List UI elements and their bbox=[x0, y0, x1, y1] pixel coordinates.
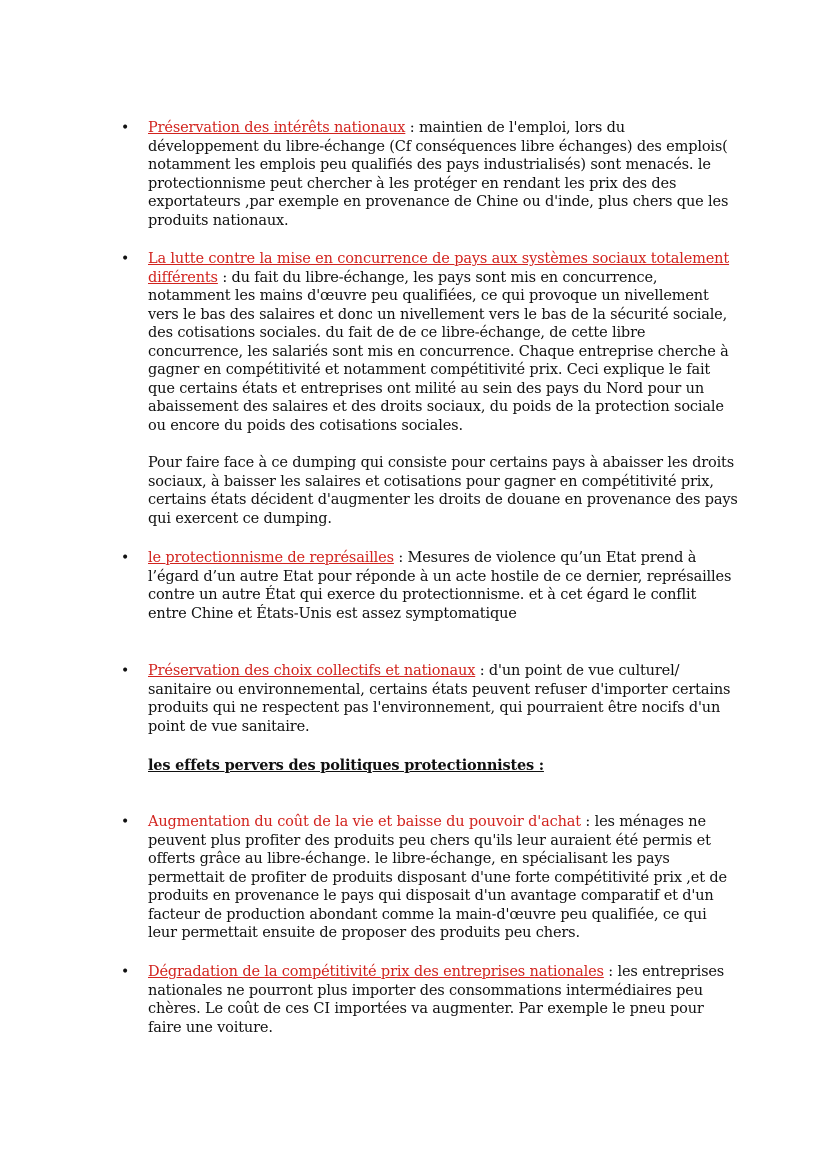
item-title: le protectionnisme de représailles bbox=[148, 550, 394, 566]
bullet: • bbox=[121, 663, 130, 679]
item-body: : maintien de l'emploi, lors du développement du libre-échange (Cf conséquences libre échanges) des emplois( notamment les emplois peu qualifiés des pays industrialisés) sont menacés. le protectionnisme peut chercher à les protéger en rendant les prix des des exportateurs ,par exemple en provenance de Chine ou d'inde, plus chers que les produits nationaux. bbox=[148, 120, 729, 229]
item-title: La lutte contre la mise en concurrence de pays aux systèmes sociaux totalement différents bbox=[148, 251, 730, 286]
list-item bbox=[121, 662, 738, 736]
item-title: Augmentation du coût de la vie et baisse du pouvoir d'achat bbox=[148, 814, 581, 830]
dumping-paragraph: Pour faire face à ce dumping qui consiste pour certains pays à abaisser les droits sociaux, à baisser les salaires et cotisations pour gagner en compétitivité prix, certains états décident d'augmenter les droits de douane en provenance des pays qui exercent ce dumping. bbox=[148, 455, 738, 527]
list-item bbox=[121, 963, 738, 1037]
item-body: : d'un point de vue culturel/ sanitaire ou environnemental, certains états peuvent refuser d'importer certains produits qui ne respectent pas l'environnement, qui pourraient être nocifs d'un point de vue sanitaire. bbox=[148, 663, 731, 735]
item-title: Préservation des choix collectifs et nationaux bbox=[148, 663, 476, 679]
list-item bbox=[121, 813, 738, 943]
bullet: • bbox=[121, 964, 130, 980]
list-item bbox=[121, 549, 738, 623]
bullet: • bbox=[121, 550, 130, 566]
item-body: : du fait du libre-échange, les pays sont mis en concurrence, notamment les mains d'œuvre peu qualifiées, ce qui provoque un nivellement vers le bas des salaires et donc un nivellement vers le bas de la sécurité sociale, des cotisations sociales. du fait de de ce libre-échange, de cette libre concurrence, les salariés sont mis en concurrence. Chaque entreprise cherche à gagner en compétitivité et notamment compétitivité prix. Ceci explique le fait que certains états et entreprises ont milité au sein des pays du Nord pour un abaissement des salaires et des droits sociaux, du poids de la protection sociale ou encore du poids des cotisations sociales. bbox=[148, 269, 729, 434]
item-body: : les entreprises nationales ne pourront plus importer des consommations intermédiaires peu chères. Le coût de ces CI importées va augmenter. Par exemple le pneu pour faire une voiture. bbox=[148, 964, 725, 1036]
list-item bbox=[121, 250, 738, 435]
item-body: : Mesures de violence qu’un Etat prend à l’égard d’un autre Etat pour réponde à un acte hostile de ce dernier, représailles contre un autre État qui exerce du protectionnisme. et à cet égard le conflit entre Chine et États-Unis est assez symptomatique bbox=[148, 550, 732, 622]
list-item bbox=[121, 119, 738, 230]
bullet: • bbox=[121, 251, 130, 267]
bullet: • bbox=[121, 120, 130, 136]
item-title: Préservation des intérêts nationaux bbox=[148, 120, 406, 136]
bullet: • bbox=[121, 814, 130, 830]
item-body: : les ménages ne peuvent plus profiter des produits peu chers qu'ils leur auraient été permis et offerts grâce au libre-échange. le libre-échange, en spécialisant les pays permettait de profiter de produits disposant d'une forte compétitivité prix ,et de produits en provenance le pays qui disposait d'un avantage comparatif et d'un facteur de production abondant comme la main-d'œuvre peu qualifiée, ce qui leur permettait ensuite de proposer des produits peu chers. bbox=[148, 814, 727, 941]
section-heading: les effets pervers des politiques protectionnistes : bbox=[148, 757, 544, 774]
item-title: Dégradation de la compétitivité prix des entreprises nationales bbox=[148, 964, 604, 980]
